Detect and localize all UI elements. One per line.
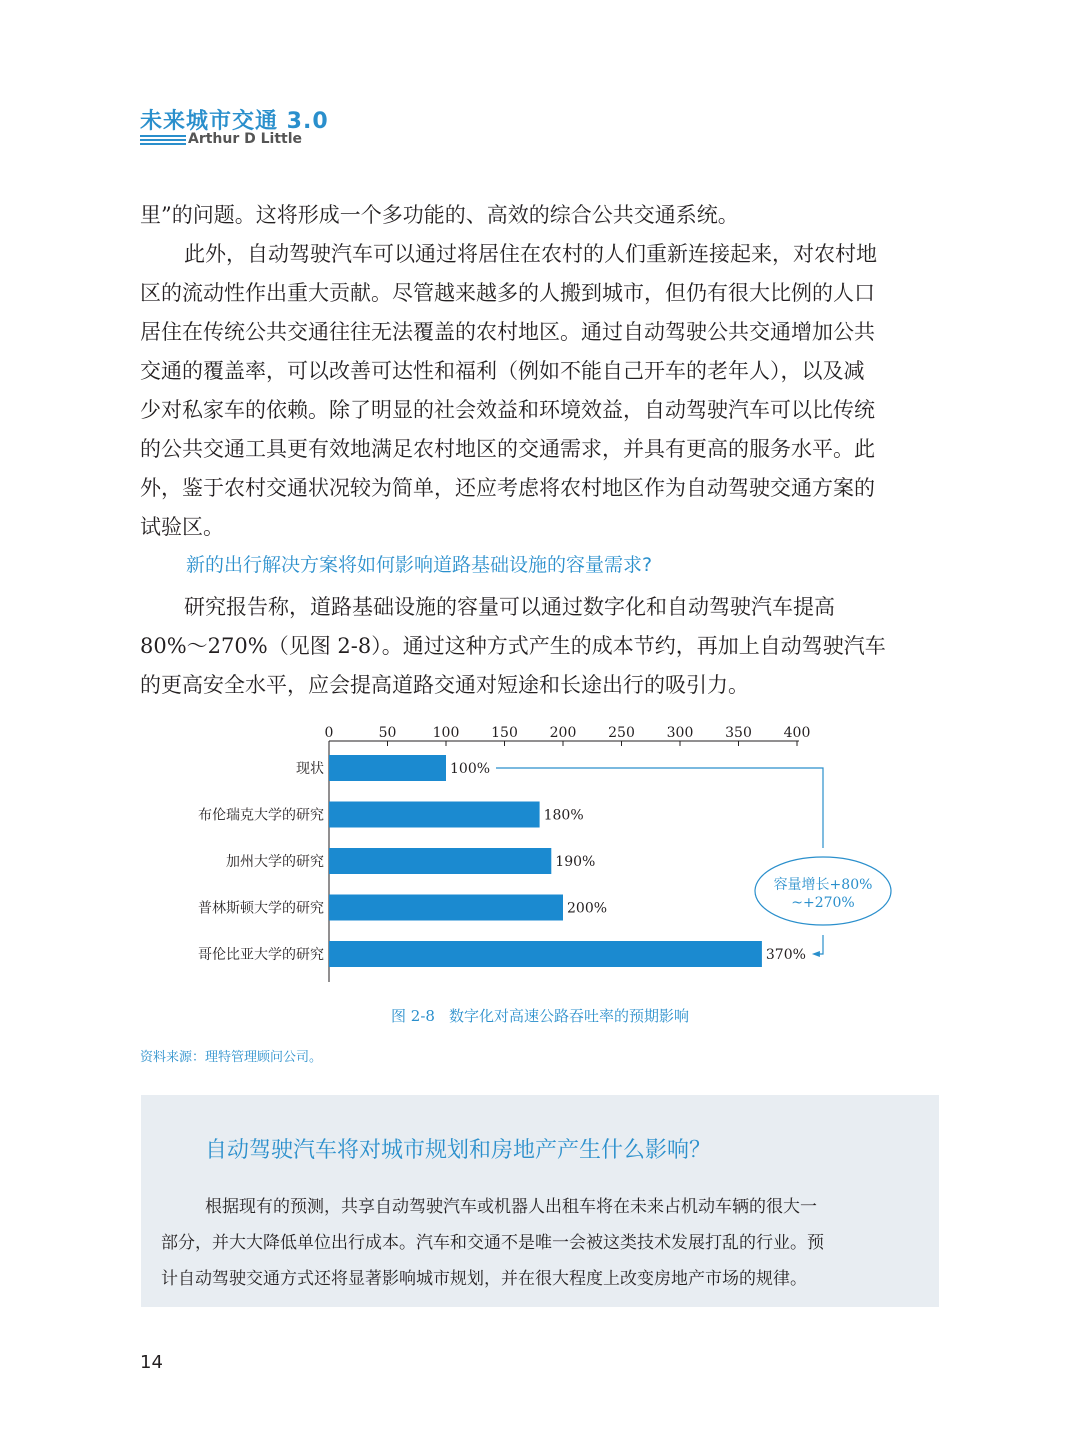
figure-number: 图 2-8: [391, 1007, 435, 1025]
x-tick-label: 400: [783, 725, 811, 741]
figure-caption-text: 数字化对高速公路吞吐率的预期影响: [448, 1007, 689, 1025]
x-tick-label: 200: [549, 725, 577, 741]
x-tick-label: 0: [324, 725, 334, 741]
data-label: 100%: [450, 761, 491, 777]
category-label: 现状: [296, 761, 324, 777]
box-body: [161, 1189, 921, 1297]
text-line: 里”的问题。这将形成一个多功能的、高效的综合公共交通系统。: [140, 203, 739, 227]
header-decoration: [140, 135, 186, 147]
category-label: 哥伦比亚大学的研究: [198, 947, 324, 963]
paragraph-1: [140, 196, 940, 235]
text-line: 区的流动性作出重大贡献。尽管越来越多的人搬到城市，但仍有很大比例的人口: [140, 281, 875, 305]
x-tick-label: 50: [378, 725, 397, 741]
category-label: 布伦瑞克大学的研究: [198, 807, 324, 824]
data-label: 180%: [543, 807, 584, 824]
category-label: 加州大学的研究: [226, 854, 324, 870]
source-note: 资料来源：理特管理顾问公司。: [140, 1050, 323, 1065]
text-line: 此外，自动驾驶汽车可以通过将居住在农村的人们重新连接起来，对农村地: [184, 242, 877, 266]
bar: [329, 802, 540, 828]
text-line: 研究报告称，道路基础设施的容量可以通过数字化和自动驾驶汽车提高: [184, 595, 835, 619]
text-line: 的公共交通工具更有效地满足农村地区的交通需求，并具有更高的服务水平。此: [140, 437, 875, 461]
text-line: 试验区。: [140, 515, 224, 539]
text-line: 部分，并大大降低单位出行成本。汽车和交通不是唯一会被这类技术发展打乱的行业。预: [161, 1233, 824, 1253]
bar: [329, 755, 446, 781]
text-line: 居住在传统公共交通往往无法覆盖的农村地区。通过自动驾驶公共交通增加公共: [140, 320, 875, 344]
data-label: 190%: [555, 854, 596, 870]
text-line: 外，鉴于农村交通状况较为简单，还应考虑将农村地区作为自动驾驶交通方案的: [140, 476, 875, 500]
x-tick-label: 150: [491, 725, 518, 741]
text-line: 的更高安全水平，应会提高道路交通对短途和长途出行的吸引力。: [140, 673, 749, 697]
annotation-text: ~+270%: [791, 895, 855, 911]
page-number: 14: [140, 1352, 163, 1373]
x-tick-label: 100: [432, 725, 460, 741]
data-label: 200%: [567, 900, 608, 917]
bracket-line: [816, 935, 823, 954]
section-question: 新的出行解决方案将如何影响道路基础设施的容量需求?: [186, 554, 653, 576]
text-line: 少对私家车的依赖。除了明显的社会效益和环境效益，自动驾驶汽车可以比传统: [140, 398, 875, 422]
text-line: 80%～270%（见图 2-8）。通过这种方式产生的成本节约，再加上自动驾驶汽车: [140, 634, 886, 658]
x-tick-label: 300: [666, 725, 694, 741]
header-subtitle: Arthur D Little: [188, 131, 303, 147]
bar: [329, 895, 563, 921]
category-label: 普林斯顿大学的研究: [198, 900, 324, 917]
text-line: 根据现有的预测，共享自动驾驶汽车或机器人出租车将在未来占机动车辆的很大一: [205, 1197, 817, 1217]
arrow-head: [812, 951, 820, 957]
capacity-bar-chart: [140, 720, 940, 990]
paragraph-3: [140, 588, 940, 705]
text-line: 交通的覆盖率，可以改善可达性和福利（例如不能自己开车的老年人），以及减: [140, 359, 865, 383]
data-label: 370%: [765, 947, 806, 963]
bar: [329, 941, 762, 967]
header-title: 未来城市交通 3.0: [140, 109, 329, 134]
paragraph-2: [140, 235, 940, 547]
x-tick-label: 250: [608, 725, 635, 741]
figure-caption: [0, 1005, 1080, 1026]
x-tick-label: 350: [725, 725, 752, 741]
sidebar-box: [141, 1095, 939, 1307]
text-line: 计自动驾驶交通方式还将显著影响城市规划，并在很大程度上改变房地产市场的规律。: [161, 1269, 807, 1289]
bar: [329, 848, 551, 874]
annotation-text: 容量增长+80%: [773, 877, 873, 893]
box-title: 自动驾驶汽车将对城市规划和房地产产生什么影响？: [205, 1138, 712, 1163]
